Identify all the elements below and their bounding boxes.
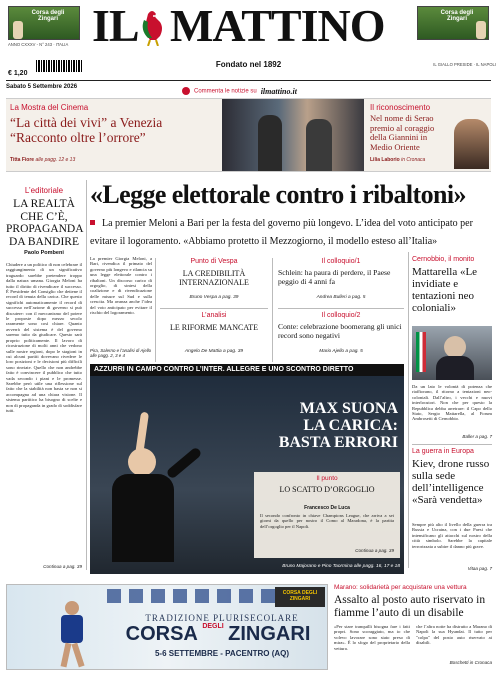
promo-text: Commenta le notizie su	[194, 88, 257, 95]
editorial	[6, 178, 82, 574]
colloquio-2[interactable]	[278, 312, 404, 360]
divider	[412, 444, 492, 445]
founded: Fondato nel 1892	[215, 60, 282, 69]
point-continue[interactable]: Continua a pag. 39	[355, 548, 394, 553]
sport-caption: Bruno Majorano e Pino Taormina alle pagg. 16, 17 e 18	[282, 564, 400, 569]
cernobbio-kicker: Cernobbio, il monito	[412, 256, 475, 263]
point-kicker: Il punto	[316, 475, 338, 482]
website[interactable]: ilmattino.it	[260, 86, 297, 96]
divider	[86, 180, 87, 570]
coach-figure	[98, 412, 188, 562]
date-bar	[6, 80, 491, 96]
advertisement[interactable]	[6, 584, 328, 670]
masthead-small-print-right: IL GIALLO PRESIDE · IL NAPOLI	[433, 62, 496, 67]
price: € 1,20	[8, 70, 28, 77]
colloquio-2-byline: Mario Ajello a pag. 5	[319, 349, 363, 354]
bullet-icon	[90, 220, 95, 225]
banner-kicker: La Mostra del Cinema	[10, 103, 89, 112]
sponsor-logos-bar	[107, 589, 277, 603]
masthead-small-print-left: ANNO CXXXV - N° 243 · ITALIA	[8, 42, 69, 47]
main-column	[90, 256, 152, 360]
cernobbio-body: Da un lato le volontà di potenza che riaffiorano, il ritorno a tentazioni neo-coloniali. Dall’altro, i vecchi e nuovi interlocutori. Non che per questo la Repubblica debba arretrare: il Capo dello Stato, Sergio Mattarella, al Forum Ambrosetti di Cernobbio.	[412, 384, 492, 422]
marano-kicker: Marano: solidarietà per acquistare una vettura	[334, 584, 467, 591]
right-ad-title: Corsa degli Zingari	[440, 10, 474, 22]
colloquio-1[interactable]	[278, 258, 404, 306]
main-column-byline[interactable]: Pira, Salerno e l’analisi di Ajello alle pagg. 2, 3 e 4	[90, 348, 152, 358]
masthead	[0, 0, 497, 96]
divider	[155, 258, 156, 362]
point-box[interactable]	[254, 472, 400, 558]
cernobbio-byline: Baller a pag. 7	[462, 434, 492, 439]
opinion-analisi[interactable]	[160, 312, 268, 360]
vespa-kicker: Punto di Vespa	[190, 258, 238, 265]
colloquio-1-byline: Andrea Bulleri a pag. 5	[316, 295, 366, 300]
editorial-author: Paolo Pombeni	[24, 250, 64, 256]
colloquio-1-text: Schlein: ha paura di perdere, il Paese peggio di 4 anni fa	[278, 268, 391, 286]
analisi-title: LE RIFORME MANCATE	[169, 323, 258, 332]
right-ad-box[interactable]	[417, 6, 489, 40]
analisi-kicker: L’analisi	[201, 312, 227, 319]
marano-body-left: «Per stare tranquilli bisogna fare i fatti propri. Sono scoraggiato, ma io che volevo lavorare sono stato preso di mira». È lo sfogo del proprietario della vettura.	[334, 624, 410, 651]
mattarella-photo	[412, 326, 492, 380]
cernobbio-headline: Mattarella «Le invidiate e tentazioni neo coloniali»	[412, 266, 478, 314]
banner-headline[interactable]: “La città dei vivi” a Venezia “Racconto oltre l’orrore”	[10, 115, 163, 145]
editorial-body: Chiudere a un politico di non celebrare il raggiungimento di un significativo traguardo sarebbe pretendere troppo dalla natura umana. Giorgia Meloni ha tutto il diritto di rivendicare il successo. È Presidente del Consiglio che detiene il record di tenuta della carica. Che questo significhi automaticamente il record di successo nell’azione di governo si può discutere: con il meccanismo del potere le proposte dopo mezzo secolo raramente sono così chiare. Quanto avverrà del sistema è del governo saremo tutto da giudicare. Questo sarà proprio politicamente. Il lavoro di ricostruzione di molti anni che vedono sulle nostre regioni, dopo le stagioni in cui alcuni partiti dovevano rivedere le loro posizioni e le decisioni più difficili sono rinviate. Quello che non andrebbe fatto è convincere il pubblico che tutto vada secondo i piani e le promesse. Sarebbe però utile una riflessione sul fatto che la stabilità non basta se non si accompagna ad una chiara visione. Il sistema partitico ha bisogno di scelte e non di propaganda in grado di soddisfare tutti.	[6, 262, 82, 413]
runner-figure	[476, 21, 486, 39]
vespa-byline: Bruno Vespa a pag. 39	[189, 295, 239, 300]
point-author: Francesco De Luca	[304, 505, 350, 511]
analisi-byline: Angelo De Mattia a pag. 39	[184, 349, 244, 354]
left-ad-title: Corsa degli Zingari	[31, 10, 65, 22]
rooster-icon	[138, 8, 168, 46]
ad-title: CORSA $^{DEGLI}$ ZINGARI	[125, 623, 311, 645]
banner-byline: Titta Fiore alle pagg. 12 e 13	[10, 157, 76, 163]
point-title: LO SCATTO D’ORGOGLIO	[279, 485, 375, 494]
ad-dates: 5-6 SETTEMBRE - PACENTRO (AQ)	[154, 649, 290, 658]
europa-byline: Vitaa pag. 7	[467, 566, 492, 571]
divider	[272, 258, 273, 362]
opinion-vespa[interactable]	[160, 258, 268, 306]
banner-photo-person-1	[258, 115, 282, 171]
banner-photo	[222, 99, 364, 171]
marano-body-right: che l’altra notte ha distrutto a Marano di Napoli la sua Hyundai. Il tutto per "colpa" del posto auto riservato ai disabili.	[416, 624, 492, 646]
main-subhead-wrap	[90, 213, 492, 249]
europa-body: Sempre più alto il livello della guerra tra Russia e Ucraina, con i due Paesi che intensificano gli attacchi sul nostro della città simbolo. Sarebbe la capitale terrorizzata a subire il danno più grave.	[412, 522, 492, 549]
main-column-text: La premier Giorgia Meloni, a Bari, rivendica il primato del governo più longevo e rilancia su una legge elettorale contro i ribaltoni. Un discorso carico di orgoglio, di sintesi della coalizione e di rivendicazione delle misure sul Sud e sulla crescita. Ma avanza anche l’idea del voto anticipato per evitare il rischio del logoramento.	[90, 256, 152, 316]
colloquio-2-kicker: Il colloquio/2	[321, 312, 361, 319]
divider	[278, 308, 404, 309]
editorial-continue[interactable]: Continua a pag. 39	[43, 564, 82, 569]
banner-photo-person-2	[306, 119, 332, 171]
marano-headline: Assalto al posto auto riservato in fiamme l’auto di un disabile	[334, 594, 486, 619]
sport-headline: MAX SUONA LA CARICA: BASTA ERRORI	[278, 400, 398, 451]
colloquio-2-text: Conte: celebrazione boomerang gli unici record sono negativi	[278, 322, 402, 340]
europa-kicker: La guerra in Europa	[412, 448, 474, 455]
ad-top: TRADIZIONE PLURISECOLARE	[145, 613, 299, 623]
flag-icon	[416, 332, 426, 372]
europa[interactable]	[412, 448, 492, 574]
sport-block[interactable]	[90, 364, 404, 574]
top-banner	[6, 98, 491, 172]
banner-right-kicker: Il riconoscimento	[370, 103, 431, 112]
masthead-title-right: MATTINO	[170, 0, 385, 51]
main-headline[interactable]: «Legge elettorale contro i ribaltoni»	[90, 180, 466, 209]
left-ad-box[interactable]	[8, 6, 80, 40]
masthead-title-left: IL	[92, 0, 139, 51]
marano-byline: Boschetti in Cronaca	[449, 660, 492, 665]
banner-right-byline: Lilia Laborio in Cronaca	[370, 157, 426, 163]
runner-figure	[13, 21, 23, 39]
ad-runner	[57, 601, 87, 667]
marano[interactable]	[334, 584, 492, 670]
point-body: Il secondo confronto in chiave Champions League, che arriva a sei giorni da quello per nostro il Como al Maradona, è la partita dell’orgoglio per il Napoli.	[260, 513, 394, 529]
vespa-title: LA CREDIBILITÀ INTERNAZIONALE	[179, 269, 249, 287]
date: Sabato 5 Settembre 2026	[6, 84, 78, 90]
sponsor-box: CORSA DEGLI ZINGARI	[275, 587, 325, 607]
cernobbio[interactable]	[412, 256, 492, 440]
main-subhead: La premier Meloni a Bari per la festa del governo più longevo. L’idea del voto anticipato per evitare il logoramento. «Abbiamo protetto il Mezzogiorno, il modello esteso all’Italia»	[90, 218, 473, 247]
colloquio-1-kicker: Il colloquio/1	[321, 258, 361, 265]
comment-icon	[182, 87, 190, 95]
europa-headline: Kiev, drone russo sulla sede dell’intelligence «Sarà vendetta»	[412, 458, 490, 506]
divider	[160, 308, 268, 309]
banner-right-photo	[454, 119, 489, 169]
banner-right-text[interactable]: Nel nome di Serao premio al coraggio della Giannini in Medio Oriente	[370, 113, 435, 152]
masthead-logo	[86, 2, 412, 50]
divider	[408, 252, 409, 568]
editorial-kicker: L’editoriale	[24, 186, 64, 195]
editorial-title[interactable]: LA REALTÀ CHE C’È, PROPAGANDA DA BANDIRE	[6, 198, 84, 248]
sport-banner: AZZURRI IN CAMPO CONTRO L’INTER. ALLEGRE E UNO SCONTRO DIRETTO	[90, 364, 404, 376]
